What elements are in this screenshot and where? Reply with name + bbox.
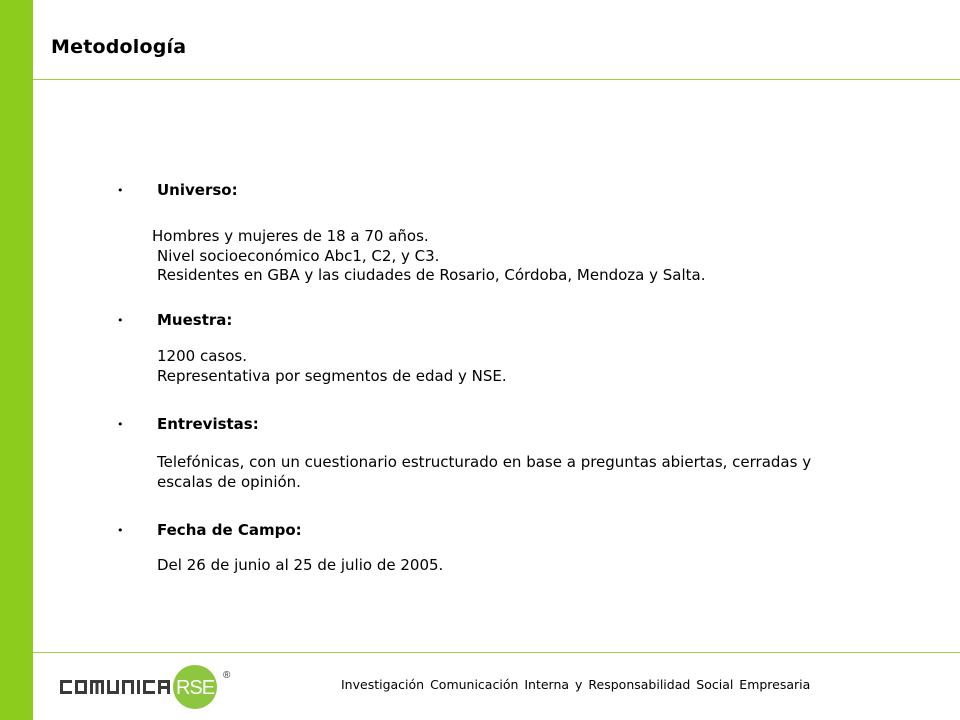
bullet-icon: • (117, 418, 124, 431)
comunicarse-logo (58, 664, 238, 710)
bullet-icon: • (117, 184, 124, 197)
body-line: Representativa por segmentos de edad y NSE. (157, 366, 507, 385)
footer-tagline: Investigación Comunicación Interna y Responsabilidad Social Empresaria (341, 677, 811, 692)
body-line: Hombres y mujeres de 18 a 70 años. (152, 227, 429, 245)
accent-side-bar (0, 0, 33, 720)
page-title: Metodología (51, 36, 187, 58)
section-body (157, 556, 897, 576)
bullet-icon: • (117, 314, 124, 327)
section-heading: Fecha de Campo: (157, 521, 302, 539)
section-heading: Muestra: (157, 311, 233, 329)
section-body (157, 347, 897, 386)
section-body (157, 453, 897, 492)
logo-badge-text: RSE (175, 677, 215, 699)
body-line: Telefónicas, con un cuestionario estructurado en base a preguntas abiertas, cerradas y (157, 453, 812, 471)
section-heading: Entrevistas: (157, 415, 259, 433)
section-body (152, 227, 897, 286)
body-line: 1200 casos. (157, 347, 247, 365)
section-heading: Universo: (157, 181, 238, 199)
footer-divider (33, 652, 960, 653)
body-line: Del 26 de junio al 25 de julio de 2005. (157, 556, 444, 574)
body-line: Nivel socioeconómico Abc1, C2, y C3. (157, 246, 440, 265)
body-line: escalas de opinión. (157, 472, 301, 491)
registered-mark: ® (223, 670, 231, 681)
header-divider (33, 79, 960, 80)
bullet-icon: • (117, 524, 124, 537)
body-line: Residentes en GBA y las ciudades de Rosario, Córdoba, Mendoza y Salta. (157, 266, 706, 284)
